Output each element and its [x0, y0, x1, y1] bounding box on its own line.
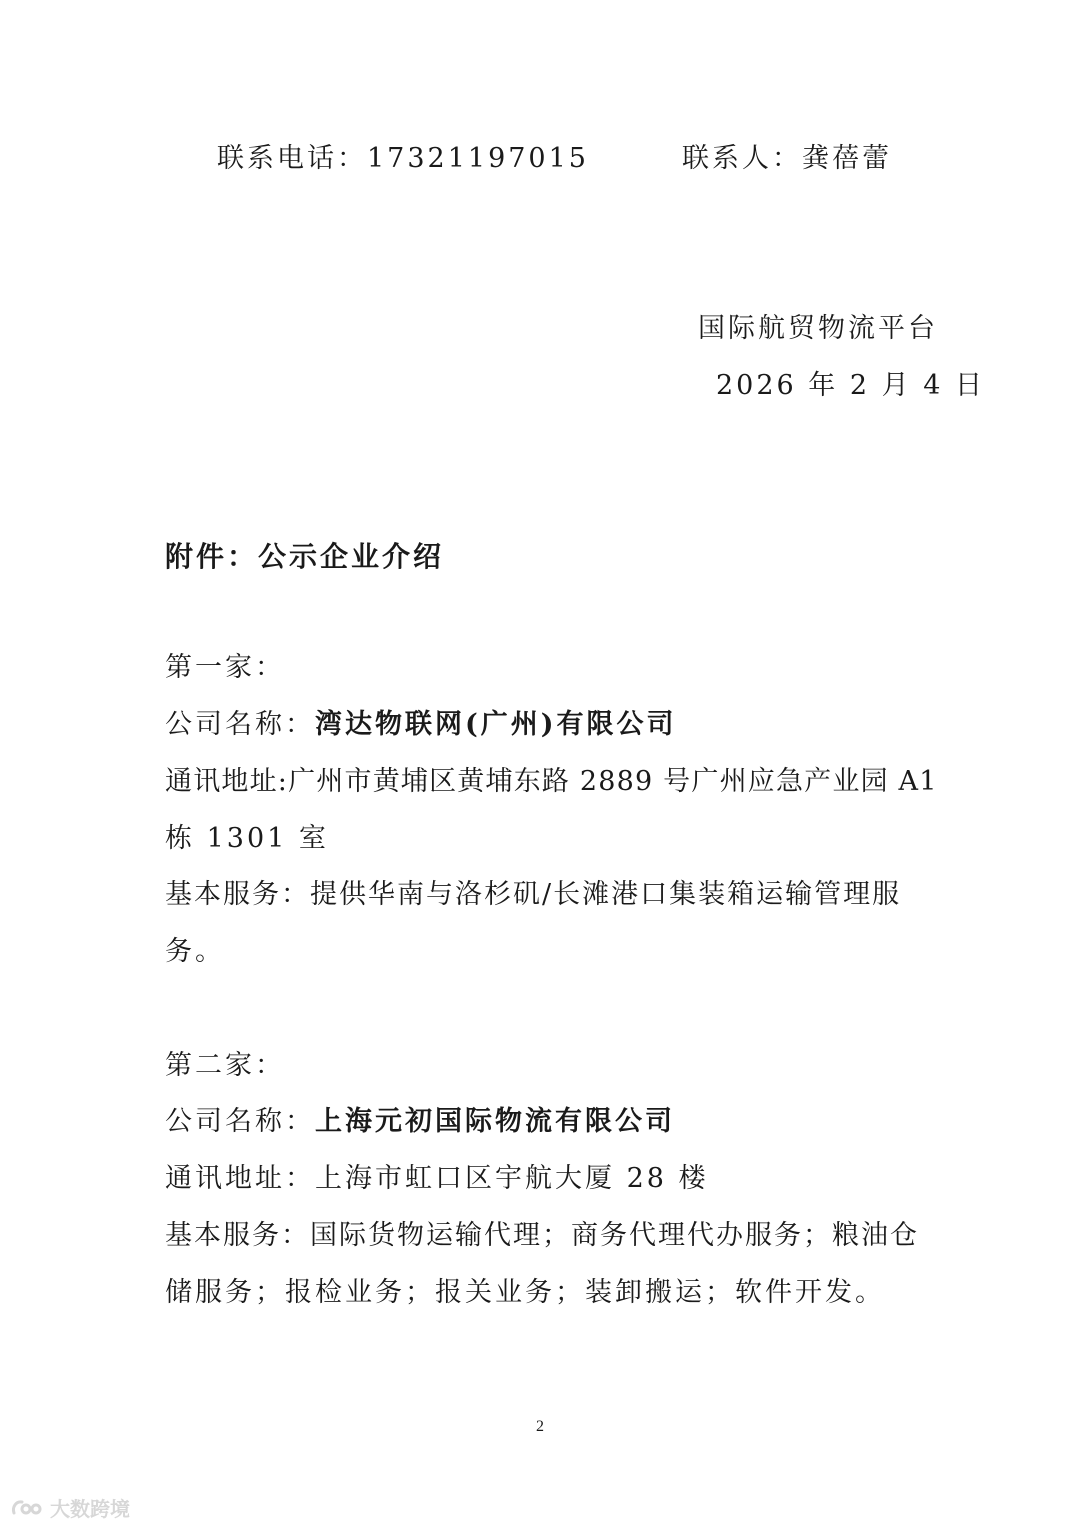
- brand-logo-icon: [10, 1497, 44, 1519]
- company-1-service-line2: 务。: [165, 936, 225, 967]
- company-1-index: 第一家：: [165, 652, 285, 683]
- company-1-name-label: 公司名称：: [165, 709, 315, 740]
- company-2-address-line1: 通讯地址：上海市虹口区宇航大厦 28 楼: [165, 1163, 709, 1194]
- signature-org: 国际航贸物流平台: [698, 313, 938, 344]
- company-1-service-line1: 基本服务：提供华南与洛杉矶/长滩港口集装箱运输管理服: [165, 879, 902, 910]
- company-1-address-line2: 栋 1301 室: [165, 823, 329, 854]
- company-1-address-line1: 通讯地址:广州市黄埔区黄埔东路 2889 号广州应急产业园 A1: [165, 766, 938, 797]
- company-1-name: 湾达物联网(广州)有限公司: [315, 709, 677, 740]
- contact-person: 联系人：龚蓓蕾: [682, 143, 892, 174]
- company-2-name-label: 公司名称：: [165, 1106, 315, 1137]
- company-2-service-line2: 储服务；报检业务；报关业务；装卸搬运；软件开发。: [165, 1277, 885, 1308]
- company-2-index: 第二家：: [165, 1050, 285, 1081]
- company-2-name-row: [165, 1106, 675, 1138]
- watermark: [10, 1493, 130, 1522]
- signature-date: 2026 年 2 月 4 日: [716, 370, 985, 401]
- company-1-name-row: [165, 709, 677, 741]
- contact-phone: 联系电话：17321197015: [217, 143, 589, 174]
- company-2-service-line1: 基本服务：国际货物运输代理；商务代理代办服务；粮油仓: [165, 1220, 919, 1251]
- page-number: 2: [536, 1418, 544, 1435]
- watermark-text: 大数跨境: [50, 1497, 130, 1521]
- company-2-name: 上海元初国际物流有限公司: [315, 1106, 675, 1137]
- attachment-title: 附件：公示企业介绍: [165, 540, 445, 573]
